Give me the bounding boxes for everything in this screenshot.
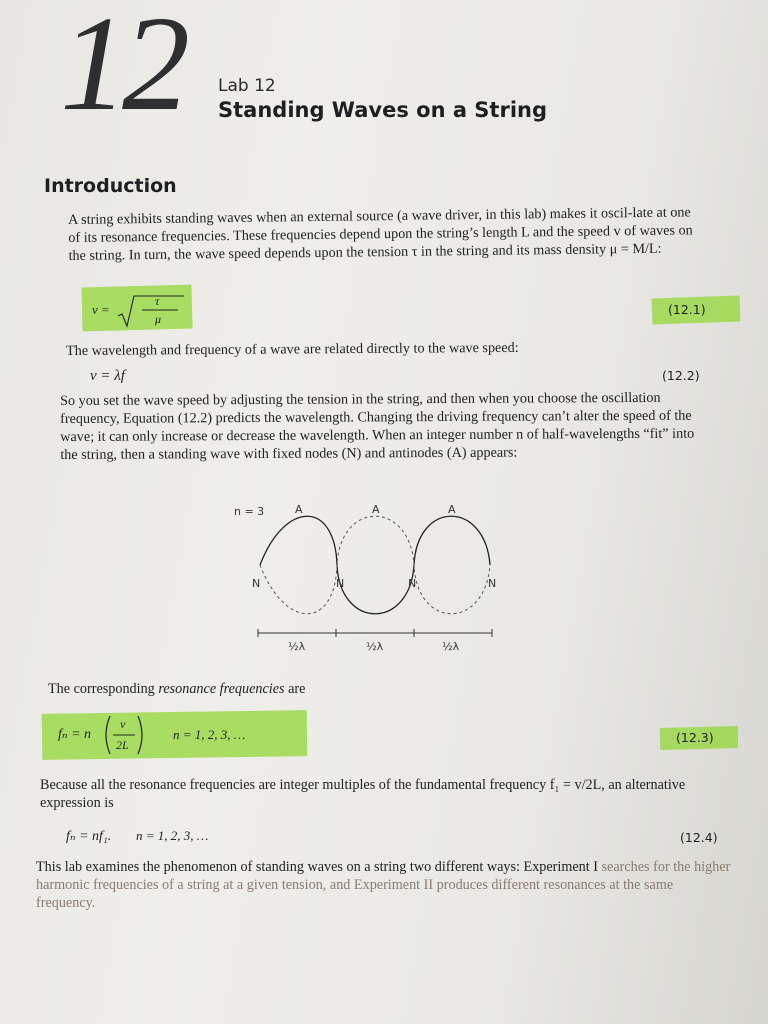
- eq-12-2-number: (12.2): [662, 368, 700, 383]
- resonance-emphasis: resonance frequencies: [158, 681, 285, 697]
- antinode-label-3: A: [448, 503, 456, 516]
- eq-12-4-number: (12.4): [680, 830, 718, 845]
- antinode-label-2: A: [372, 503, 380, 516]
- node-label-1: N: [252, 577, 261, 590]
- lab-overview-faded: searches for the higher harmonic frequencies of a string at a given tension, and Experiment II produces different resonances at the same frequency.: [36, 859, 731, 911]
- half-wavelength-label-2: ½λ: [366, 640, 384, 653]
- node-label-2: N: [336, 577, 345, 590]
- eq-12-1-denominator: μ: [155, 312, 162, 326]
- eq-12-3-denominator: 2L: [116, 738, 129, 752]
- resonance-prefix: The corresponding: [48, 681, 159, 697]
- sqrt-sign: [92, 290, 192, 328]
- wave-solid: [260, 516, 490, 614]
- eq-12-3-lhs: fₙ = n: [58, 727, 92, 742]
- resonance-paragraph: [48, 680, 468, 698]
- intro-paragraph: A string exhibits standing waves when an external source (a wave driver, in this lab) makes it oscil-late at one of its resonance frequencies. These frequencies depend upon the string’s length L and the speed v of waves on the string. In turn, the wave speed depends upon the tension τ in the string and its mass density μ = M/L:: [68, 204, 693, 264]
- chapter-number: 12: [60, 0, 184, 139]
- antinode-label-1: A: [295, 503, 303, 516]
- fundamental-paragraph: Because all the resonance frequencies are integer multiples of the fundamental frequency f₁ = v/2L, an alternative expression is: [40, 777, 686, 811]
- eq-12-4-condition: n = 1, 2, 3, …: [136, 828, 209, 843]
- eq-12-3-number: (12.3): [676, 730, 714, 745]
- half-wavelength-label-3: ½λ: [442, 640, 460, 653]
- wave-dashed: [260, 516, 490, 614]
- figure-n-label: n = 3: [234, 505, 265, 518]
- resonance-suffix: are: [284, 681, 306, 697]
- eq-12-3-condition: n = 1, 2, 3, …: [173, 727, 246, 742]
- wave-speed-paragraph: So you set the wave speed by adjusting the tension in the string, and then when you choose the oscillation frequency, Equation (12.2) predicts the wavelength. Changing the driving frequency can’t alter the speed of the wave; it can only increase or decrease the wavelength. When an integer number n of half-wavelengths “fit” into the string, then a standing wave with fixed nodes (N) and antinodes (A) appears:: [60, 389, 695, 463]
- eq-12-1-numerator: τ: [155, 294, 160, 308]
- lab-label: Lab 12: [218, 76, 276, 96]
- section-heading-introduction: Introduction: [44, 175, 177, 197]
- standing-wave-figure: [234, 495, 540, 665]
- equation-12-1: [92, 290, 192, 328]
- equation-12-2: v = λf: [90, 368, 125, 384]
- lab-overview-dark: This lab examines the phenomenon of standing waves on a string two different ways: Experiment I: [36, 859, 598, 875]
- wavelength-paragraph: The wavelength and frequency of a wave are related directly to the wave speed:: [66, 339, 519, 359]
- eq-12-3-numerator: v: [120, 717, 126, 731]
- lab-overview-paragraph: [36, 858, 736, 912]
- equation-12-4: fₙ = nf₁.: [66, 829, 112, 844]
- node-label-3: N: [408, 577, 417, 590]
- half-wavelength-label-1: ½λ: [288, 640, 306, 653]
- eq-12-1-lhs: v =: [92, 302, 110, 317]
- eq-12-3-parens: [102, 714, 182, 756]
- eq-12-1-number: (12.1): [668, 302, 706, 317]
- node-label-4: N: [488, 577, 497, 590]
- equation-12-3: [58, 714, 298, 756]
- lab-title: Standing Waves on a String: [218, 98, 548, 122]
